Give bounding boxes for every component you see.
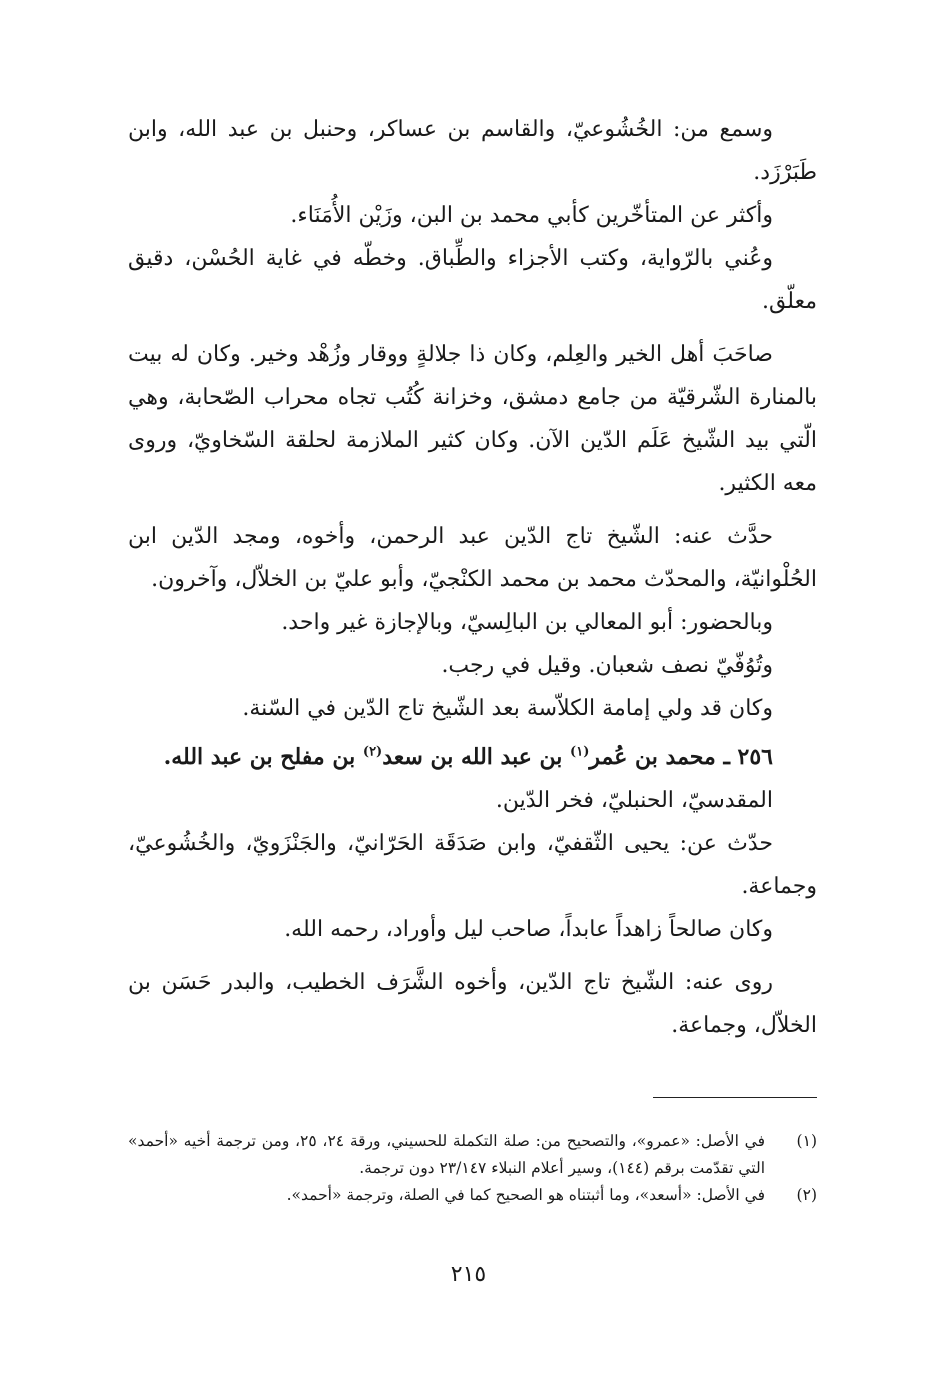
- paragraph-imamate: وكان قد ولي إمامة الكلاّسة بعد الشّيخ تاج الدّين في السّنة.: [242, 696, 773, 721]
- entry-narrated-by: روى عنه: الشّيخ تاج الدّين، وأخوه الشَّرَف الخطيب، والبدر حَسَن بن الخلاّل، وجماعة.: [128, 970, 817, 1038]
- paragraph-attendance: وبالحضور: أبو المعالي بن البالِسيّ، وبالإجازة غير واحد.: [281, 610, 773, 635]
- main-text: [128, 108, 817, 1047]
- paragraph-heard-from: وسمع من: الخُشُوعيّ، والقاسم بن عساكر، وحنبل بن عبد الله، وابن طَبَرْزَد.: [128, 117, 817, 185]
- footnote-separator: [653, 1097, 817, 1098]
- entry-number: ٢٥٦: [737, 744, 773, 770]
- entry-dash: ـ: [715, 744, 738, 770]
- page-number: ٢١٥: [450, 1262, 487, 1287]
- paragraph-narrated-from-him: حدَّث عنه: الشّيخ تاج الدّين عبد الرحمن، وأخوه، ومجد الدّين ابن الحُلْوانيّة، والمحدّث محمد بن محمد الكنْجيّ، وأبو عليّ بن الخلاّل، وآخرون.: [128, 524, 817, 592]
- entry-heading: [128, 736, 817, 779]
- entry-piety: وكان صالحاً زاهداً عابداً، صاحب ليل وأوراد، رحمه الله.: [284, 917, 773, 942]
- paragraph-narration: وعُني بالرّواية، وكتب الأجزاء والطِّباق. وخطّه في غاية الحُسْن، دقيق معلّق.: [128, 246, 817, 314]
- footnote-number: (١): [796, 1132, 817, 1150]
- paragraph-character: صاحَبَ أهل الخير والعِلم، وكان ذا جلالةٍ ووقار وزُهْد وخير. وكان له بيت بالمنارة الشّرقيّة من جامع دمشق، وخزانة كُتُب تجاه محراب الصّحابة، وهي الّتي بيد الشّيخ عَلَم الدّين الآن. وكان كثير الملازمة لحلقة السّخاويّ، وروى معه الكثير.: [128, 342, 817, 496]
- paragraph-later-scholars: وأكثر عن المتأخّرين كأبي محمد بن البن، وزَيْن الأُمَنَاء.: [290, 203, 773, 228]
- entry-name-part3: بن مفلح بن عبد الله.: [163, 744, 363, 770]
- footnote-ref-1[interactable]: (١): [570, 744, 590, 760]
- paragraph-death: وتُوُفّيّ نصف شعبان. وقيل في رجب.: [441, 653, 773, 678]
- entry-name-part1: محمد بن عُمر: [589, 744, 716, 770]
- footnotes: [128, 1128, 817, 1209]
- footnote-1: [128, 1128, 817, 1182]
- entry-narrated-from: حدّث عن: يحيى الثّقفيّ، وابن صَدَقَة الحَرّانيّ، والجَنْزَويّ، والخُشُوعيّ، وجماعة.: [128, 831, 817, 899]
- footnote-2: [128, 1182, 817, 1209]
- entry-name-part2: بن عبد الله بن سعد: [382, 744, 571, 770]
- footnote-text: في الأصل: «أسعد»، وما أثبتناه هو الصحيح كما في الصلة، وترجمة «أحمد».: [286, 1186, 765, 1204]
- entry-nisba: المقدسيّ، الحنبليّ، فخر الدّين.: [495, 788, 773, 813]
- footnote-ref-2[interactable]: (٢): [362, 744, 383, 760]
- footnote-number: (٢): [796, 1186, 817, 1204]
- footnote-text: في الأصل: «عمرو»، والتصحيح من: صلة التكملة للحسيني، ورقة ٢٤، ٢٥، ومن ترجمة أخيه «أحمد» التي تقدّمت برقم (١٤٤)، وسير أعلام النبلاء ٢٣/١٤٧ دون ترجمة.: [128, 1132, 765, 1177]
